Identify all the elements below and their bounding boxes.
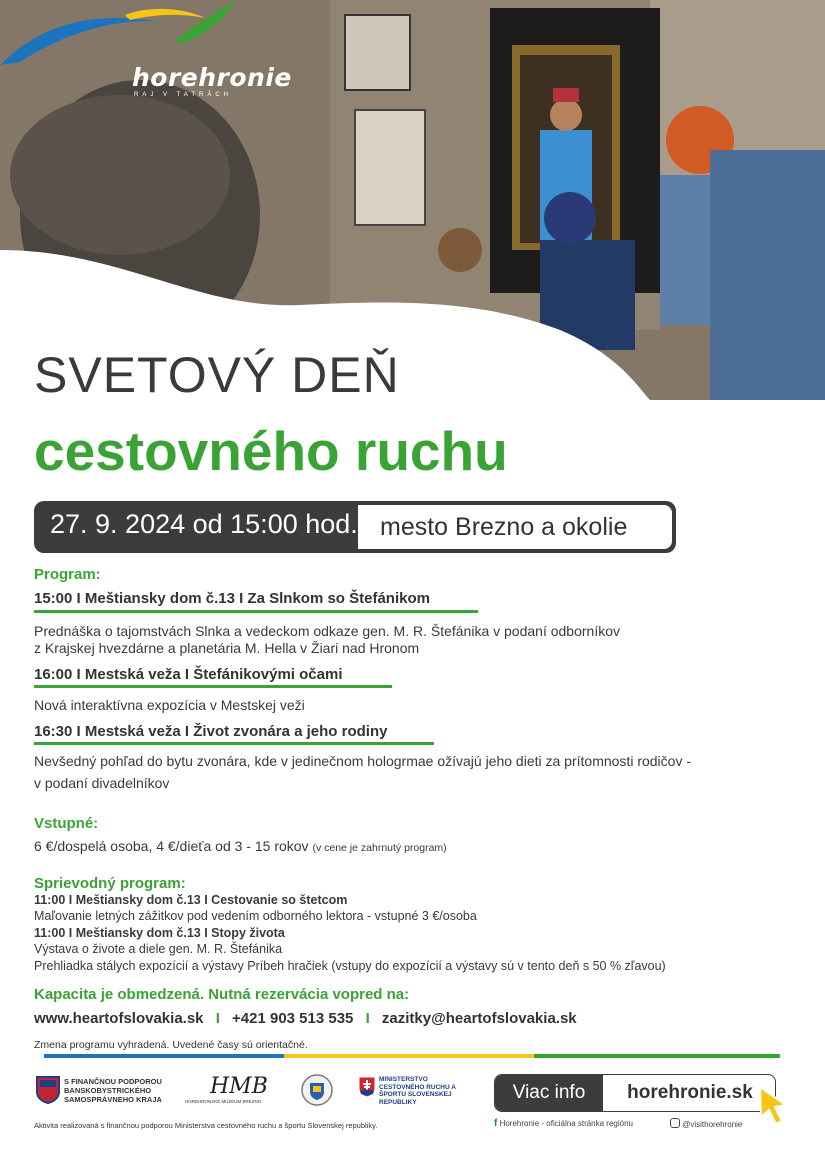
title-line1: SVETOVÝ DEŇ [34, 347, 400, 403]
title-line2: cestovného ruchu [34, 420, 508, 482]
event-place: mesto Brezno a okolie [358, 505, 672, 549]
event-date-bar [34, 501, 676, 553]
hmb-logo: HMB [210, 1074, 268, 1099]
side-program-line: 11:00 I Meštiansky dom č.13 I Cestovanie so štetcom [34, 893, 348, 907]
side-program-line: 11:00 I Meštiansky dom č.13 I Stopy života [34, 926, 285, 940]
side-program-line: Maľovanie letných zážitkov pod vedením odborného lektora - vstupné 3 €/osoba [34, 909, 477, 923]
bbsk-crest-icon [36, 1076, 60, 1104]
program-heading: Program: [34, 566, 101, 583]
program-item-3-title: 16:30 I Mestská veža I Život zvonára a jeho rodiny [34, 723, 388, 740]
footer-line-yellow [284, 1054, 534, 1058]
contacts-row [34, 1010, 577, 1027]
more-info-url[interactable]: horehronie.sk [627, 1082, 753, 1103]
event-date: 27. 9. 2024 od 15:00 hod. [50, 509, 358, 539]
separator: I [365, 1010, 370, 1027]
side-program-line: Prehliadka stálych expozícií a výstavy Príbeh hračiek (vstupy do expozícií a výstavy sú v tento deň s 50 % zľavou) [34, 959, 666, 973]
program-item-1-desc: Prednáška o tajomstvách Slnka a vedeckom odkaze gen. M. R. Štefánika v podaní odborníkov [34, 623, 620, 639]
logo-name: horehronie [132, 63, 292, 92]
entry-price: 6 €/dospelá osoba, 4 €/dieťa od 3 - 15 rokov [34, 838, 309, 854]
entry-heading: Vstupné: [34, 815, 99, 832]
hero-photo [0, 0, 825, 400]
entry-text [34, 838, 447, 854]
instagram-icon [670, 1118, 680, 1128]
program-item-3-underline [34, 742, 434, 745]
ministry-text: MINISTERSTVO CESTOVNÉHO RUCHU A ŠPORTU SLOVENSKEJ REPUBLIKY [379, 1076, 456, 1106]
hmb-subtitle: HOREHRONSKÉ MÚZEUM BREZNO [185, 1099, 262, 1104]
footer-line-blue [44, 1054, 284, 1058]
facebook-text: Horehronie - oficiálna stránka regiónu [499, 1119, 633, 1128]
side-program-line: Výstava o živote a diele gen. M. R. Štefánika [34, 942, 283, 956]
slovakia-crest-icon [358, 1076, 376, 1098]
program-item-1-title: 15:00 I Meštiansky dom č.13 I Za Slnkom so Štefánikom [34, 590, 430, 607]
program-item-2-desc: Nová interaktívna expozícia v Mestskej veži [34, 697, 305, 713]
funding-note: Aktivita realizovaná s finančnou podporou Ministerstva cestovného ruchu a športu Slovenskej republiky. [34, 1121, 378, 1130]
facebook-icon: f [494, 1118, 498, 1129]
side-program-heading: Sprievodný program: [34, 875, 186, 892]
entry-note: (v cene je zahrnutý program) [312, 842, 447, 854]
program-item-3-desc: v podaní divadelníkov [34, 775, 170, 791]
program-item-1-desc: z Krajskej hvezdárne a planetária M. Hella v Žiari nad Hronom [34, 640, 420, 656]
program-item-3-desc: Nevšedný pohľad do bytu zvonára, kde v jedinečnom hologrmae ožívajú jeho dieti za prítomnosti rodičov - [34, 753, 692, 769]
email-link[interactable]: zazitky@heartofslovakia.sk [381, 1010, 577, 1027]
instagram-row[interactable] [670, 1118, 742, 1129]
program-item-1-underline [34, 610, 478, 613]
instagram-text: @visithorehronie [682, 1120, 743, 1129]
logo-tagline: RAJ V TATRÁCH [134, 92, 233, 98]
disclaimer: Zmena programu vyhradená. Uvedené časy sú orientačné. [34, 1039, 308, 1051]
footer-line-green [534, 1054, 780, 1058]
website-link[interactable]: www.heartofslovakia.sk [34, 1010, 204, 1027]
program-item-2-title: 16:00 I Mestská veža I Štefánikovými očami [34, 666, 343, 683]
separator: I [215, 1010, 220, 1027]
phone-link[interactable]: +421 903 513 535 [232, 1010, 354, 1027]
bbsk-support-text: S FINANČNOU PODPOROU BANSKOBYSTRICKÉHO SAMOSPRÁVNEHO KRAJA [64, 1077, 162, 1104]
cursor-pointer-icon [756, 1083, 792, 1127]
facebook-row[interactable] [494, 1118, 633, 1129]
wall-photo [345, 15, 410, 90]
wall-photo [355, 110, 425, 225]
program-item-2-underline [34, 685, 392, 688]
brezno-crest-icon [300, 1073, 334, 1107]
capacity-notice: Kapacita je obmedzená. Nutná rezervácia vopred na: [34, 986, 410, 1003]
more-info-button[interactable] [494, 1074, 776, 1112]
more-info-label: Viac info [495, 1075, 603, 1111]
